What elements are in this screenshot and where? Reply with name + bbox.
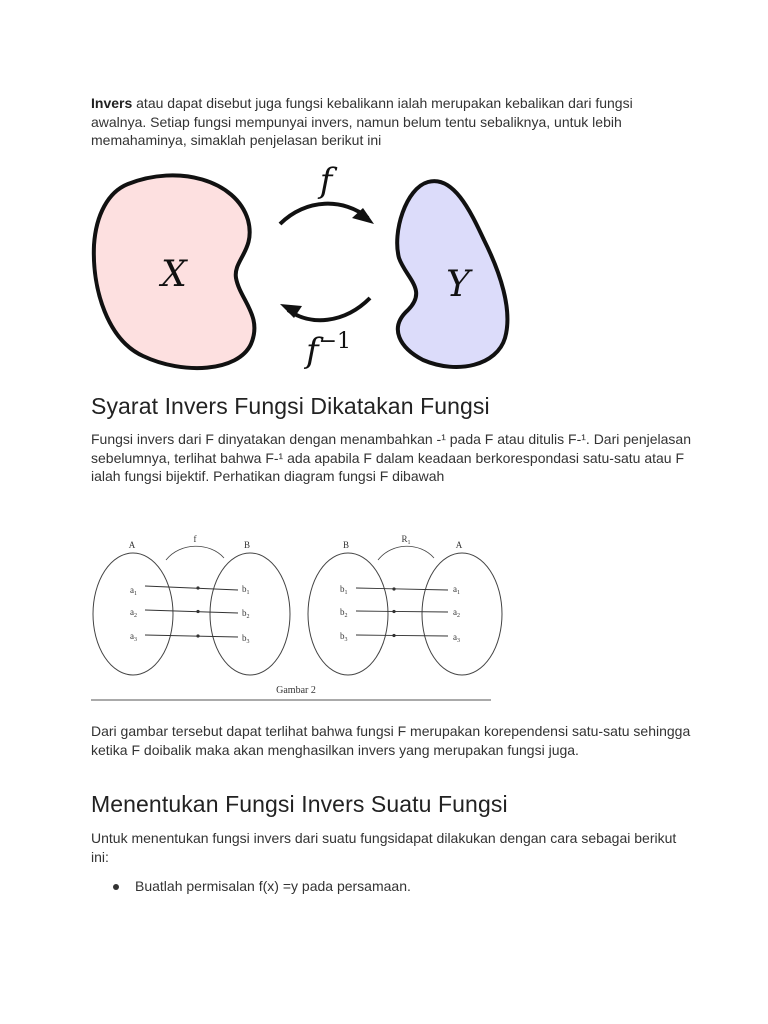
inverse-function-figure bbox=[88, 160, 518, 382]
codomain-label: Y bbox=[446, 264, 470, 305]
intro-text: atau dapat disebut juga fungsi kebalikann ialah merupakan kebalikan dari fungsi awalnya. Setiap fungsi mempunyai invers, namun belum tentu sebaliknya, untuk lebih memahaminya, simaklah penjelasan berikut ini bbox=[91, 95, 633, 148]
forward-arrow bbox=[280, 204, 368, 224]
right-arrow-dot bbox=[392, 610, 395, 613]
bullet-item: Buatlah permisalan f(x) =y pada persamaan. bbox=[135, 878, 411, 894]
left-arrow-dot bbox=[196, 610, 199, 613]
right-domain-title: B bbox=[342, 540, 350, 550]
right-codomain-item: $a_3$ bbox=[453, 632, 460, 644]
left-domain-item: $a_1$ bbox=[130, 585, 137, 597]
left-mapping-lines bbox=[145, 586, 238, 637]
right-domain-item: $b_3$ bbox=[340, 631, 348, 643]
section1-paragraph2: Dari gambar tersebut dapat terlihat bahwa fungsi F merupakan korependensi satu-satu sehingga ketika F doibalik maka akan menghasilkan invers yang merupakan fungsi juga. bbox=[91, 723, 691, 758]
right-map-arc bbox=[378, 546, 434, 560]
right-mapping-lines bbox=[356, 588, 448, 636]
right-codomain-title: A bbox=[455, 540, 463, 550]
section-heading-menentukan: Menentukan Fungsi Invers Suatu Fungsi bbox=[91, 791, 508, 817]
left-codomain-title: B bbox=[243, 540, 251, 550]
section-heading-syarat: Syarat Invers Fungsi Dikatakan Fungsi bbox=[91, 393, 490, 419]
section2-paragraph: Untuk menentukan fungsi invers dari suatu fungsidapat dilakukan dengan cara sebagai berikut ini: bbox=[91, 830, 677, 865]
section1-paragraph1: Fungsi invers dari F dinyatakan dengan menambahkan -¹ pada F atau ditulis F-¹. Dari penjelasan sebelumnya, terlihat bahwa F-¹ ada apabila F dalam keadaan berkorespondasi satu-satu atau F ialah fungsi bijektif. Perhatikan diagram fungsi F dibawah bbox=[91, 431, 691, 484]
intro-paragraph bbox=[91, 94, 691, 150]
inverse-superscript: −1 bbox=[318, 329, 352, 354]
right-codomain-ellipse bbox=[422, 553, 502, 675]
left-codomain-ellipse bbox=[210, 553, 290, 675]
forward-function-label: f bbox=[319, 161, 333, 201]
left-codomain-item: $b_1$ bbox=[242, 584, 250, 596]
right-domain-item: $b_2$ bbox=[340, 607, 348, 619]
right-codomain-item: $a_1$ bbox=[453, 584, 460, 596]
left-arrow-dot bbox=[196, 586, 199, 589]
left-domain-item: $a_2$ bbox=[130, 607, 137, 619]
left-arrow-dot bbox=[196, 634, 199, 637]
inverse-function-label bbox=[303, 329, 351, 371]
right-domain-item: $b_1$ bbox=[340, 584, 348, 596]
mapping-diagram-figure bbox=[88, 528, 508, 708]
inverse-arrow bbox=[288, 298, 370, 320]
left-codomain-item: $b_2$ bbox=[242, 608, 250, 620]
domain-label: X bbox=[161, 254, 187, 295]
right-domain-ellipse bbox=[308, 553, 388, 675]
left-map-label: f bbox=[193, 534, 197, 544]
left-map-arc bbox=[166, 546, 224, 560]
bullet-dot bbox=[113, 884, 119, 890]
right-map-label: $R_1$ bbox=[401, 534, 411, 546]
left-domain-item: $a_3$ bbox=[130, 631, 137, 643]
right-arrow-dot bbox=[392, 587, 395, 590]
right-codomain-item: $a_2$ bbox=[453, 607, 460, 619]
left-codomain-item: $b_3$ bbox=[242, 633, 250, 645]
inverse-f: f bbox=[306, 331, 319, 371]
figure-caption: Gambar 2 bbox=[276, 685, 316, 696]
intro-bold-term: Invers bbox=[91, 95, 133, 111]
right-arrow-dot bbox=[392, 634, 395, 637]
left-domain-title: A bbox=[128, 540, 136, 550]
